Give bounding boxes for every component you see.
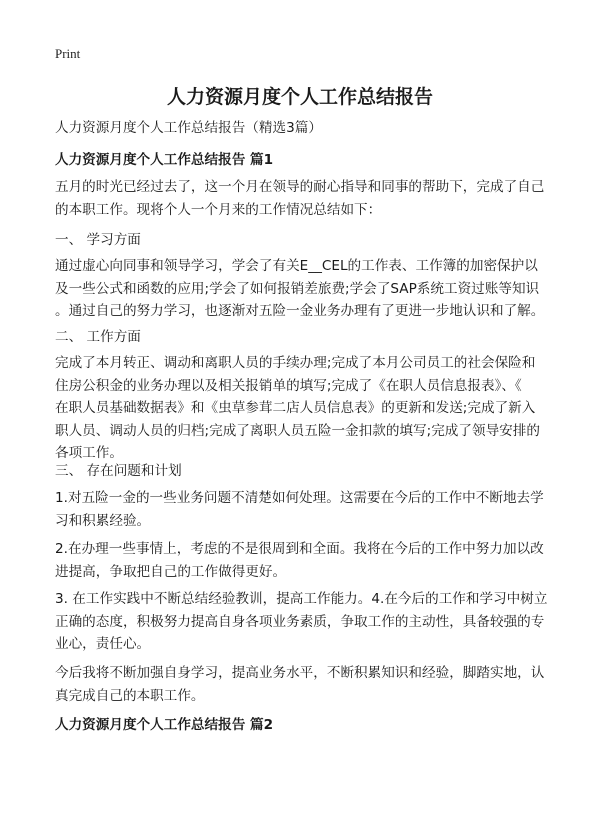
line: 2.在办理一些事情上，考虑的不是很周到和全面。我将在今后的工作中努力加以改 (55, 541, 544, 557)
article1-heading-text: 人力资源月度个人工作总结报告 篇1 (55, 152, 274, 168)
item3-paragraph (55, 588, 555, 656)
subtitle-text: 人力资源月度个人工作总结报告（精选3篇） (55, 120, 322, 136)
line: 完成了本月转正、调动和离职人员的手续办理;完成了本月公司员工的社会保险和 (55, 355, 536, 371)
line: 通过虚心向同事和领导学习，学会了有关E__CEL的工作表、工作簿的加密保护以 (55, 258, 538, 274)
line: 的本职工作。现将个人一个月来的工作情况总结如下： (55, 201, 382, 218)
line: 进提高，争取把自己的工作做得更好。 (55, 563, 287, 580)
line: 及一些公式和函数的应用;学会了如何报销差旅费;学会了SAP系统工资过账等知识 (55, 280, 540, 297)
line: 职人员、调动人员的归档;完成了离职人员五险一金扣款的填写;完成了领导安排的 (55, 422, 540, 439)
line: 住房公积金的业务办理以及相关报销单的填写;完成了《在职人员信息报表》、《 (55, 377, 522, 394)
article2-heading-text: 人力资源月度个人工作总结报告 篇2 (55, 717, 274, 733)
closing-paragraph (55, 662, 555, 707)
line: 3. 在工作实践中不断总结经验教训，提高工作能力。4.在今后的工作和学习中树立 (55, 591, 548, 607)
line: 正确的态度，积极努力提高自身各项业务素质，争取工作的主动性，具备较强的专 (55, 613, 545, 630)
section1-heading-text: 一、 学习方面 (55, 232, 141, 248)
section1-heading (55, 229, 555, 252)
section2-heading-text: 二、 工作方面 (55, 329, 141, 345)
line: 各项工作。 (55, 445, 123, 461)
section2-paragraph (55, 352, 555, 465)
line: 在职人员基础数据表》和《虫草参茸二店人员信息表》的更新和发送;完成了新入 (55, 400, 536, 416)
line: 业心，责任心。 (55, 636, 151, 652)
line: 。通过自己的努力学习，也逐渐对五险一金业务办理有了更进一步地认识和了解。 (55, 303, 545, 319)
section3-heading-text: 三、 存在问题和计划 (55, 463, 182, 479)
section2-heading (55, 326, 555, 349)
item1-paragraph (55, 487, 555, 532)
line: 1.对五险一金的一些业务问题不清楚如何处理。这需要在今后的工作中不断地去学 (55, 490, 544, 506)
line: 五月的时光已经过去了，这一个月在领导的耐心指导和同事的帮助下，完成了自己 (55, 179, 545, 195)
article1-heading (55, 149, 555, 172)
page-title: 人力资源月度个人工作总结报告 (166, 86, 433, 108)
section1-paragraph (55, 255, 555, 323)
line: 习和积累经验。 (55, 512, 151, 529)
article2-heading (55, 714, 555, 737)
intro-paragraph (55, 176, 555, 221)
section3-heading (55, 460, 555, 483)
subtitle (55, 117, 555, 140)
print-link[interactable]: Print (55, 46, 81, 61)
line: 真完成自己的本职工作。 (55, 687, 205, 704)
line: 今后我将不断加强自身学习，提高业务水平，不断积累知识和经验，脚踏实地，认 (55, 665, 545, 681)
item2-paragraph (55, 538, 555, 583)
